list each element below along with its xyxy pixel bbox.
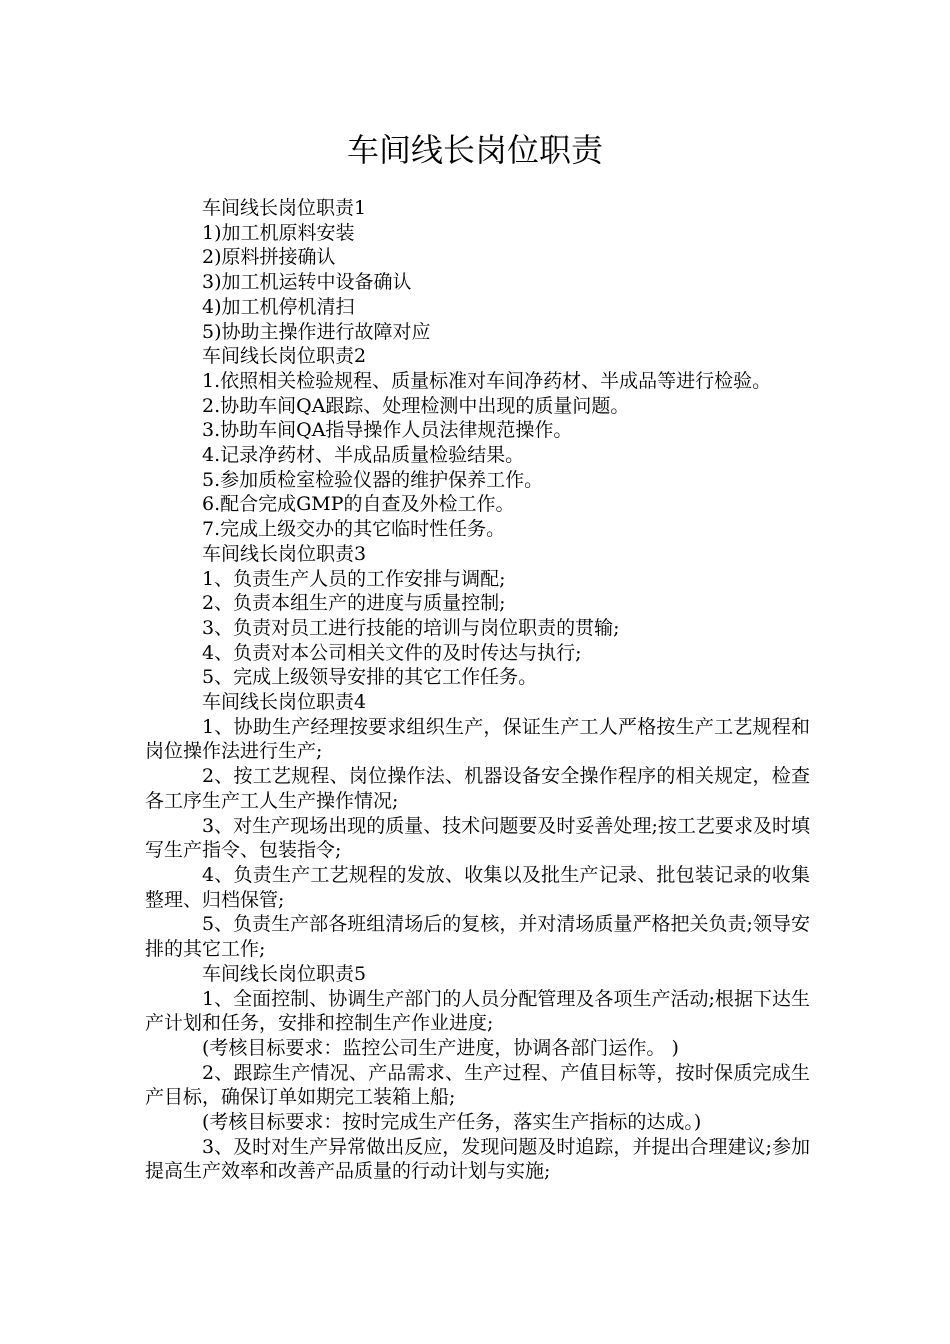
list-item: 4.记录净药材、半成品质量检验结果。 xyxy=(202,444,525,467)
section-heading: 车间线长岗位职责2 xyxy=(202,345,367,368)
list-item: 2、跟踪生产情况、产品需求、生产过程、产值目标等，按时保质完成生产目标，确保订单如期完工装箱上船; xyxy=(145,1061,810,1109)
list-item: 5、负责生产部各班组清场后的复核，并对清场质量严格把关负责;领导安排的其它工作; xyxy=(145,913,810,961)
list-item: 1)加工机原料安装 xyxy=(202,221,355,244)
section-heading: 车间线长岗位职责4 xyxy=(202,691,367,714)
assessment-note: (考核目标要求：按时完成生产任务，落实生产指标的达成。) xyxy=(202,1111,702,1134)
list-item: 5.参加质检室检验仪器的维护保养工作。 xyxy=(202,468,544,491)
document-title: 车间线长岗位职责 xyxy=(346,131,603,169)
list-item: 3、及时对生产异常做出反应，发现问题及时追踪，并提出合理建议;参加提高生产效率和改善产品质量的行动计划与实施; xyxy=(145,1135,810,1183)
section-heading: 车间线长岗位职责3 xyxy=(202,542,367,565)
list-item: 5、完成上级领导安排的其它工作任务。 xyxy=(202,666,538,689)
list-item: 2、按工艺规程、岗位操作法、机器设备安全操作程序的相关规定，检查各工序生产工人生产操作情况; xyxy=(145,765,810,812)
list-item: 3、对生产现场出现的质量、技术问题要及时妥善处理;按工艺要求及时填写生产指令、包装指令; xyxy=(145,814,810,862)
section-heading: 车间线长岗位职责5 xyxy=(202,962,367,985)
assessment-note: (考核目标要求：监控公司生产进度，协调各部门运作。 ) xyxy=(202,1036,679,1059)
list-item: 1、协助生产经理按要求组织生产，保证生产工人严格按生产工艺规程和岗位操作法进行生产; xyxy=(145,715,810,763)
list-item: 2、负责本组生产的进度与质量控制; xyxy=(202,592,506,615)
list-item: 1.依照相关检验规程、质量标准对车间净药材、半成品等进行检验。 xyxy=(202,369,772,392)
list-item: 2)原料拼接确认 xyxy=(202,246,336,269)
list-item: 4、负责对本公司相关文件的及时传达与执行; xyxy=(202,641,582,664)
document-body xyxy=(145,196,810,1184)
section-heading: 车间线长岗位职责1 xyxy=(202,197,367,219)
list-item: 5)协助主操作进行故障对应 xyxy=(202,320,431,343)
list-item: 1、负责生产人员的工作安排与调配; xyxy=(202,567,506,590)
list-item: 3)加工机运转中设备确认 xyxy=(202,271,412,294)
list-item: 4、负责生产工艺规程的发放、收集以及批生产记录、批包装记录的收集整理、归档保管; xyxy=(145,863,810,911)
list-item: 1、全面控制、协调生产部门的人员分配管理及各项生产活动;根据下达生产计划和任务，安排和控制生产作业进度; xyxy=(145,987,810,1035)
list-item: 2.协助车间QA跟踪、处理检测中出现的质量问题。 xyxy=(202,394,630,417)
list-item: 3.协助车间QA指导操作人员法律规范操作。 xyxy=(202,419,573,442)
list-item: 3、负责对员工进行技能的培训与岗位职责的贯输; xyxy=(202,616,620,639)
list-item: 7.完成上级交办的其它临时性任务。 xyxy=(202,518,506,541)
list-item: 6.配合完成GMP的自查及外检工作。 xyxy=(202,493,515,516)
list-item: 4)加工机停机清扫 xyxy=(202,295,355,318)
